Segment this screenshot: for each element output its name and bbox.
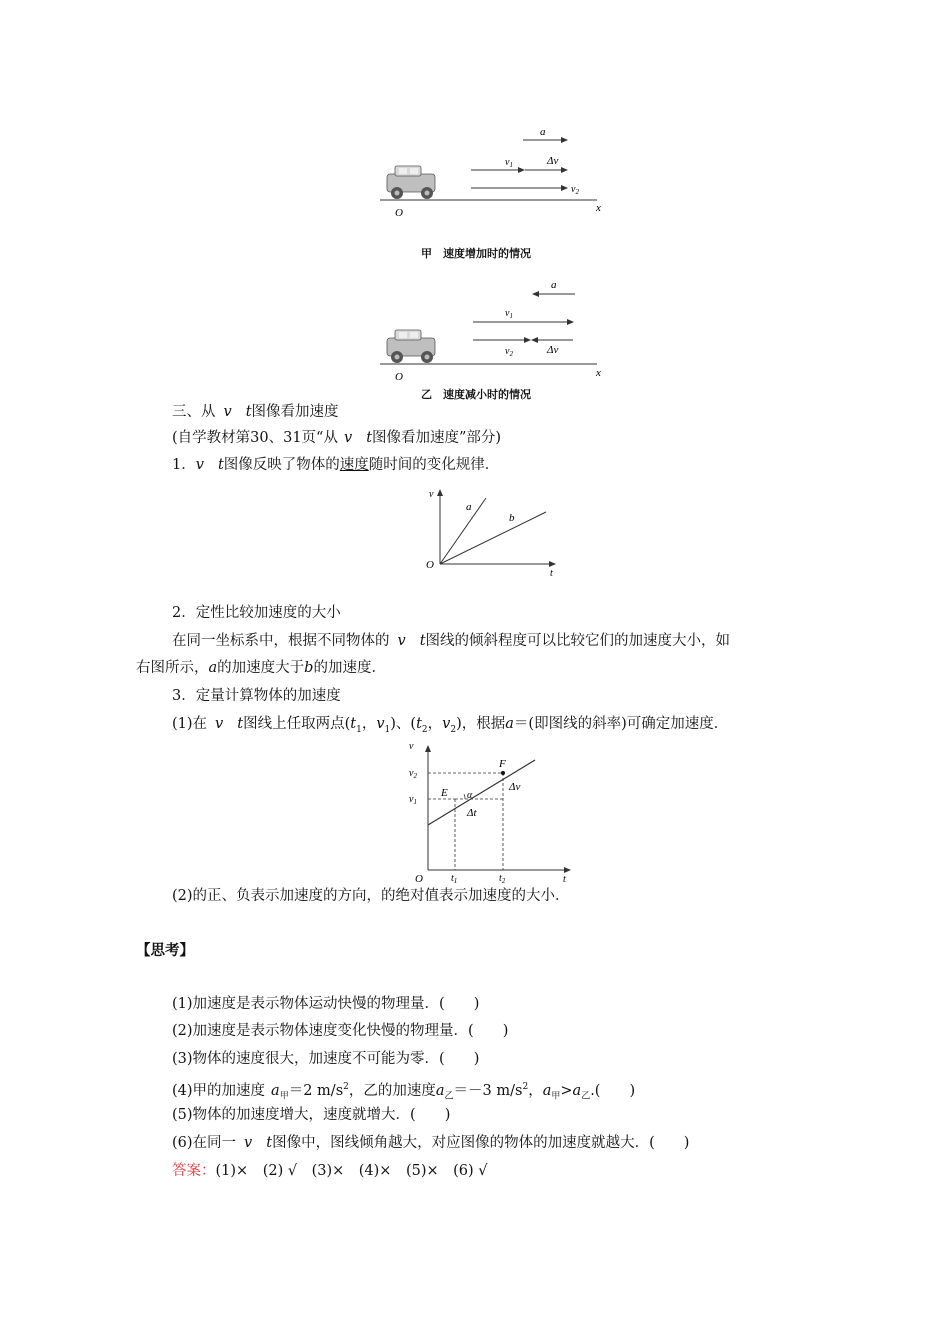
jeep-icon (387, 166, 435, 199)
figure-yi-caption: 乙 速度减小时的情况 (421, 388, 531, 401)
label-E: E (441, 787, 448, 799)
label-x: x (596, 367, 601, 379)
point-f (501, 771, 505, 775)
item-2-line-2: 右图所示，a的加速度大于b的加速度． (136, 660, 386, 676)
label-origin: O (395, 207, 403, 219)
label-a: a (540, 126, 546, 138)
line-a (440, 498, 486, 564)
answer-line (172, 1161, 488, 1181)
label-v2: $v_2$ (409, 768, 417, 780)
figure-jia-speed-increase (375, 118, 615, 228)
figure-jia-caption: 甲 速度增加时的情况 (421, 247, 531, 260)
label-a: a (551, 279, 557, 291)
label-v1: $v_1$ (505, 308, 513, 320)
think-heading: 【思考】 (136, 942, 194, 959)
question-3: (3)物体的速度很大，加速度不可能为零．( ) (172, 1051, 480, 1067)
item-3-title: 3．定量计算物体的加速度 (172, 688, 341, 704)
question-2: (2)加速度是表示物体速度变化快慢的物理量．( ) (172, 1023, 509, 1039)
label-v1: $v_1$ (409, 794, 417, 806)
label-alpha: α (467, 790, 473, 801)
label-origin: O (395, 371, 403, 383)
axis-v-label: v (429, 489, 434, 500)
question-5: (5)物体的加速度增大，速度就增大．( ) (172, 1107, 451, 1123)
label-origin: O (426, 559, 434, 571)
axis-v-label: v (409, 741, 414, 752)
label-v1: $v_1$ (505, 157, 513, 169)
item-2-title: 2．定性比较加速度的大小 (172, 605, 341, 621)
label-dv: Δv (547, 344, 559, 356)
label-x: x (596, 202, 601, 214)
label-t1: $t_1$ (451, 873, 458, 885)
question-1: (1)加速度是表示物体运动快慢的物理量．( ) (172, 996, 480, 1012)
label-a: a (466, 501, 472, 513)
jeep-icon (387, 330, 435, 363)
vt-graph-a-b (420, 484, 560, 584)
label-dv: Δv (509, 781, 521, 793)
figure-yi-speed-decrease (375, 276, 615, 386)
line-b (440, 512, 546, 564)
label-v2: $v_2$ (571, 184, 579, 196)
label-F: F (499, 758, 506, 770)
item-2-line-1: 在同一坐标系中，根据不同物体的 v t图线的倾斜程度可以比较它们的加速度大小，如 (172, 633, 731, 649)
answer-text: (1)× (2) √ (3)× (4)× (5)× (6) √ (215, 1163, 488, 1179)
axis-t-label: t (550, 568, 553, 579)
label-t2: $t_2$ (499, 873, 506, 885)
item-3-line-2: (2)的正、负表示加速度的方向，的绝对值表示加速度的大小． (172, 888, 570, 904)
section-title: 三、从 v t图像看加速度 (172, 404, 339, 420)
question-6: (6)在同一 v t图像中，图线倾角越大，对应图像的物体的加速度就越大．( ) (172, 1135, 690, 1151)
label-b: b (509, 512, 515, 524)
item-1: 1．v t图像反映了物体的速度随时间的变化规律． (172, 457, 500, 473)
axis-t-label: t (563, 874, 566, 885)
label-origin: O (415, 873, 423, 885)
item-3-line-1: (1)在 v t图线上任取两点($t_1$，$v_1$)、($t_2$，$v_2$)，根据a＝(即图线的斜率)可确定加速度． (172, 716, 729, 735)
label-dt: Δt (467, 807, 477, 819)
question-4: (4)甲的加速度 $a_甲=2$ $m/s^2$，乙的加速度$a_乙=-3$ $m/s^2$，$a_甲>a_乙$.( ) (172, 1082, 636, 1102)
answer-label: 答案： (172, 1163, 216, 1179)
vt-graph-e-f (385, 740, 575, 885)
label-dv: Δv (547, 155, 559, 167)
label-v2: $v_2$ (505, 346, 513, 358)
section-note: (自学教材第30、31页“从 v t图像看加速度”部分) (172, 430, 502, 446)
